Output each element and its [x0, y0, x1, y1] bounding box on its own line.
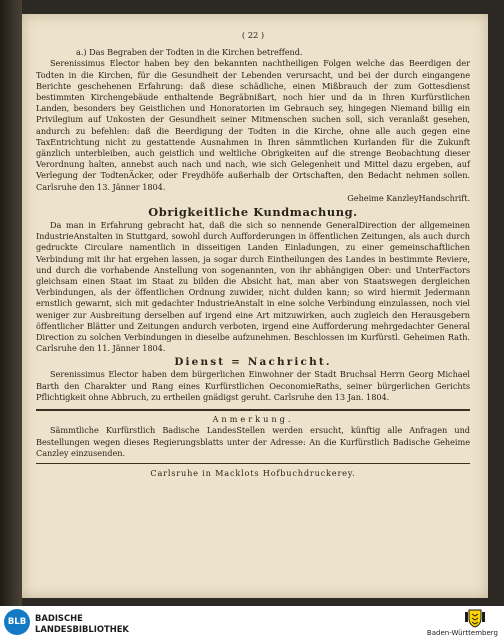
notice-body: Da man in Erfahrung gebracht hat, daß die sich so nennende GeneralDirection der allgemeinen IndustrieAnstalten in Stuttgard, sowohl durch Aufforderungen in öffentlichen Zeitungen, als auch durch gedruckte Circulare namentlich in disseitigen Landen Einladungen, zu einer gemeinschaftlichen Verbindung mit ihr hat ergehen lassen, ja sogar durch Eintheilungen des Landes in bestimmte Reviere, und durch die vorhabende Anstellung von sogenannten, von ihr abhängigen Ober: und UnterFactors gleichsam einen Staat im Staat zu bilden die Absicht hat, man aber von Staatswegen dergleichen Verbindungen, als der öffentlichen Ordnung zuwider, nicht dulden kann; so wird hiermit Jedermann ernstlich gewarnt, sich mit gedachter IndustrieAnstalt in eine solche Verbindung einzulassen, noch viel weniger zur Ausbreitung derselben auf irgend eine Art mitzuwirken, auch zugleich den Herausgebern öffentlicher Blätter und Zeitungen andurch verboten, irgend eine Aufforderung mehrgedachter General Direction zu solchen Verbindungen in dieselbe aufzunehmen. Beschlossen im Kurfürstl. Geheimen Rath. Carlsruhe den 11. Jänner 1804. [36, 220, 470, 354]
note-title: Anmerkung. [212, 414, 294, 425]
note-body: Sämmtliche Kurfürstlich Badische LandesStellen werden ersucht, künftig alle Anfragen und Bestellungen wegen dieses Regierungsblatts unter der Adresse: An die Kurfürstlich Badische Geheime Canzley einzusenden. [36, 425, 470, 458]
library-name-line1: BADISCHE [35, 613, 83, 623]
state-name: Baden-Württemberg [426, 629, 498, 637]
library-name [35, 613, 129, 634]
library-footer [0, 606, 504, 640]
divider [36, 409, 470, 411]
divider [36, 463, 470, 464]
printer-line: Carlsruhe in Macklots Hofbuchdruckerey. [150, 467, 356, 478]
page-number: ( 22 ) [241, 30, 265, 40]
document-page [22, 14, 488, 598]
service-notice-body: Serenissimus Elector haben dem bürgerlichen Einwohner der Stadt Bruchsal Herrn Georg Michael Barth den Charakter und Rang eines Kurfürstlichen OeconomieRaths, seiner bürgerlichen Gerichts Pflichtigkeit ohne Abbruch, zu ertheilen gnädigst geruht. Carlsruhe den 13 Jan. 1804. [36, 369, 470, 402]
book-spine [0, 0, 22, 606]
state-crest-icon [464, 608, 486, 628]
section-a-signoff: Geheime KanzleyHandschrift. [347, 192, 470, 203]
service-notice-title: Dienst = Nachricht. [174, 356, 332, 369]
notice-title: Obrigkeitliche Kundmachung. [148, 205, 358, 220]
section-a-body: Serenissimus Elector haben bey den bekannten nachtheiligen Folgen welche das Beerdigen der Todten in die Kirchen, für die Gesundheit der Lebenden verursacht, und bei der durch eingangene Berichte geschehenen Erfahrung: daß diese schädliche, einen Mißbrauch der zum Gottesdienst bestimmten Kirchengebäude enthaltende Begräbnißart, noch hier und da in Ihren Kurfürstlichen Landen, besonders bey Geistlichen und Honoratorien im Gebrauch sey, hingegen Niemand billig ein Privilegium auf Unkosten der Gesundheit seiner Mitmenschen suchen soll, sich veranlaßt gesehen, andurch zu befehlen: daß die Beerdigung der Todten in die Kirche, ohne alle auch gegen eine TaxEntrichtung nicht zu gestattende Ausnahmen in Ihren sämmtlichen Kurlanden für die Zukunft gänzlich unterbleiben, auch geistlich und weltliche Obrigkeiten auf die strenge Beobachtung dieser Verordnung halten, annebst auch nach und nach, wie sich Gelegenheit und Mittel dazu ergeben, auf Verlegung der TodtenÄcker, oder Freydhöfe außerhalb der Ortschaften, den Bedacht nehmen sollen. Carlsruhe den 13. Jänner 1804. [36, 58, 470, 192]
blb-logo: BLB [4, 609, 30, 635]
section-a-heading: a.) Das Begraben der Todten in die Kirchen betreffend. [76, 47, 303, 58]
page-text [36, 30, 470, 479]
library-name-line2: LANDESBIBLIOTHEK [35, 623, 129, 634]
